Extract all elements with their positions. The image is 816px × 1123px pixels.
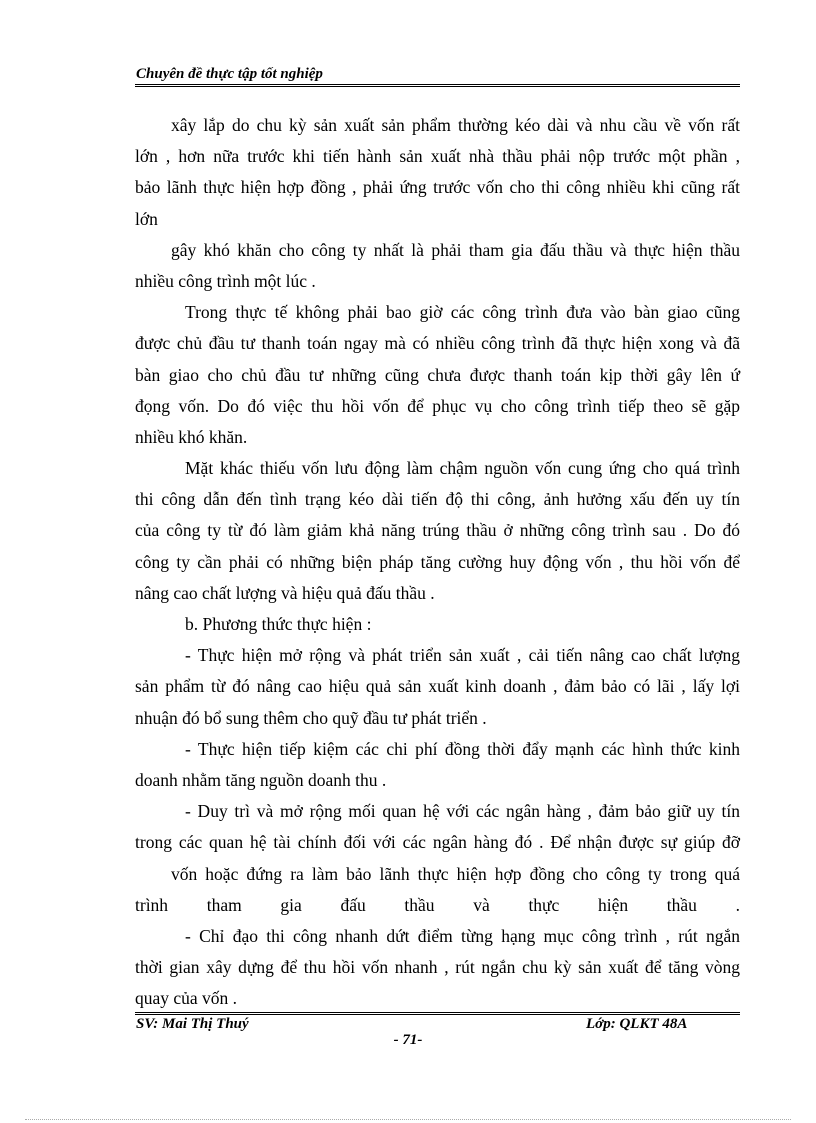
text-line: bảo lãnh thực hiện hợp đồng , phải ứng trước vốn cho thi công nhiều khi cũng rất [135, 177, 740, 198]
text-line: công ty cần phải có những biện pháp tăng cường huy động vốn , thu hồi vốn để [135, 551, 740, 572]
page-number: - 71- [393, 1032, 423, 1048]
text-line: nhiều khó khăn. [135, 426, 248, 447]
text-line: quay của vốn . [135, 988, 238, 1009]
text-line: đọng vốn. Do đó việc thu hồi vốn để phục vụ cho công trình tiếp theo sẽ gặp [135, 395, 740, 416]
footer-student: SV: Mai Thị Thuý [136, 1016, 249, 1032]
text-line: nhiều công trình một lúc . [135, 270, 316, 291]
text-line: được chủ đầu tư thanh toán ngay mà có nhiều công trình đã thực hiện xong và đã [135, 333, 740, 354]
text-line: nâng cao chất lượng và hiệu quả đấu thầu . [135, 582, 435, 603]
text-line: thời gian xây dựng để thu hồi vốn nhanh , rút ngắn chu kỳ sản xuất để tăng vòng [135, 957, 740, 978]
text-line: lớn , hơn nữa trước khi tiến hành sản xuất nhà thầu phải nộp trước một phần , [135, 146, 740, 167]
footer-divider [135, 1012, 740, 1015]
text-line: trong các quan hệ tài chính đối với các ngân hàng đó . Để nhận được sự giúp đỡ [135, 832, 740, 853]
section-heading: b. Phương thức thực hiện : [185, 614, 372, 634]
text-line: Trong thực tế không phải bao giờ các công trình đưa vào bàn giao cũng [185, 302, 740, 323]
running-header: Chuyên đề thực tập tốt nghiệp [136, 66, 323, 82]
document-body [135, 110, 740, 1014]
text-line: của công ty từ đó làm giảm khả năng trúng thầu ở những công trình sau . Do đó [135, 520, 740, 541]
footer-class: Lớp: QLKT 48A [586, 1016, 688, 1032]
header-divider [135, 84, 740, 87]
text-line: - Chỉ đạo thi công nhanh dứt điểm từng hạng mục công trình , rút ngắn [185, 925, 740, 946]
text-line: nhuận đó bổ sung thêm cho quỹ đầu tư phát triển . [135, 707, 487, 728]
text-line: - Duy trì và mở rộng mối quan hệ với các ngân hàng , đảm bảo giữ uy tín [185, 801, 740, 822]
text-line: bàn giao cho chủ đầu tư những cũng chưa được thanh toán kịp thời gây lên ứ [135, 364, 740, 385]
text-line: sản phẩm từ đó nâng cao hiệu quả sản xuất kinh doanh , đảm bảo có lãi , lấy lợi [135, 676, 740, 697]
page-edge-divider [25, 1119, 791, 1120]
text-line: gây khó khăn cho công ty nhất là phải tham gia đấu thầu và thực hiện thầu [171, 239, 740, 260]
text-line: - Thực hiện mở rộng và phát triển sản xuất , cải tiến nâng cao chất lượng [185, 645, 740, 666]
text-line: xây lắp do chu kỳ sản xuất sản phẩm thường kéo dài và nhu cầu về vốn rất [171, 115, 740, 135]
text-line: vốn hoặc đứng ra làm bảo lãnh thực hiện hợp đồng cho công ty trong quá [171, 863, 740, 884]
text-line: thi công dẫn đến tình trạng kéo dài tiến độ thi công, ảnh hưởng xấu đến uy tín [135, 489, 740, 510]
text-line: doanh nhằm tăng nguồn doanh thu . [135, 769, 387, 790]
text-line: lớn [135, 208, 158, 229]
text-line: Mặt khác thiếu vốn lưu động làm chậm nguồn vốn cung ứng cho quá trình [185, 458, 740, 479]
text-line: trình tham gia đấu thầu và thực hiện thầu . [135, 894, 740, 915]
text-line: - Thực hiện tiếp kiệm các chi phí đồng thời đẩy mạnh các hình thức kinh [185, 738, 740, 759]
